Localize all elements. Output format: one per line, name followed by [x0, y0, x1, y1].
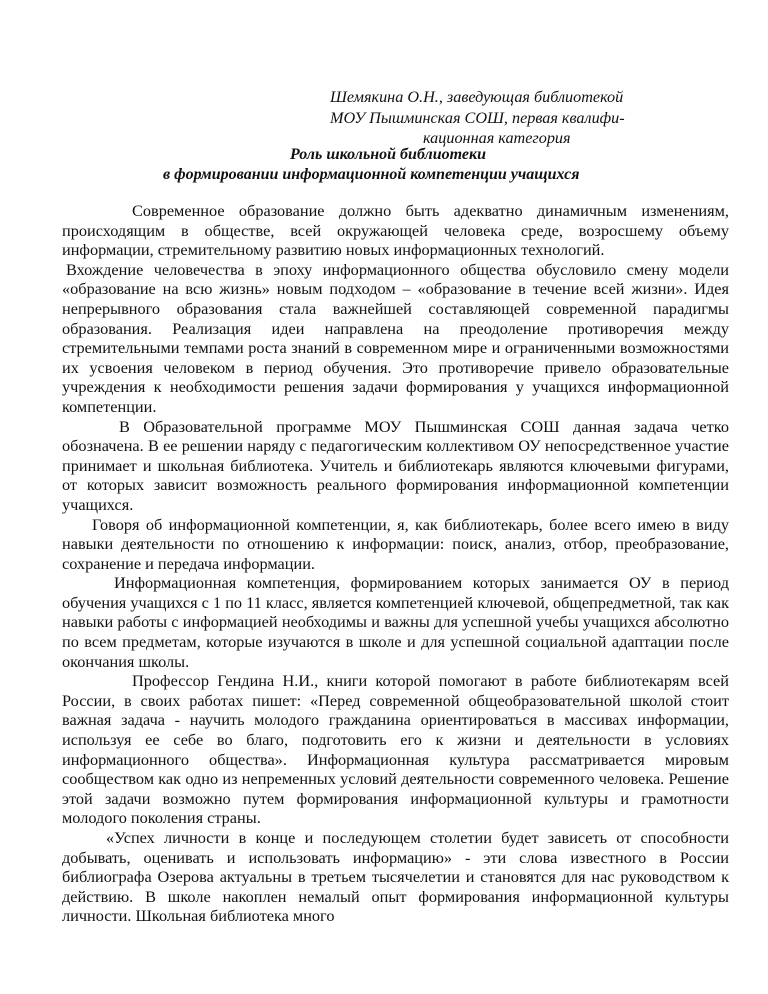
author-line-1: Шемякина О.Н., заведующая библиотекой — [330, 88, 624, 106]
title-line-2: в формировании информационной компетенции учащихся — [163, 166, 580, 183]
paragraph: Информационная компетенция, формированием которых занимается ОУ в период обучения учащихся с 1 по 11 класс, является компетенцией ключевой, общепредметной, так как навыки работы с информацией необходимы и важны для успешной учебы учащихся абсолютно по всем предметам, которые изучаются в школе и для успешной социальной адаптации после окончания школы. — [62, 573, 729, 671]
title-line-1: Роль школьной библиотеки — [290, 146, 486, 163]
paragraph: Современное образование должно быть адекватно динамичным изменениям, происходящим в обществе, всей окружающей человека среде, возросшему объему информации, стремительному развитию новых информационных технологий. — [62, 201, 729, 260]
author-line-2: МОУ Пышминская СОШ, первая квалифи- — [330, 108, 625, 127]
document-title — [0, 145, 768, 185]
author-line-3: кационная категория — [423, 129, 571, 147]
paragraph: Профессор Гендина Н.И., книги которой помогают в работе библиотекарям всей России, в своих работах пишет: «Перед современной общеобразовательной школой стоит важная задача - научить молодого гражданина ориентироваться в массивах информации, используя ее себе во благо, подготовить его к жизни и деятельности в условиях информационного общества». Информационная культура рассматривается мировым сообществом как одно из непременных условий деятельности современного человека. Решение этой задачи возможно путем формирования информационной культуры и грамотности молодого поколения страны. — [62, 671, 729, 828]
paragraph: «Успех личности в конце и последующем столетии будет зависеть от способности добывать, оценивать и использовать информацию» - эти слова известного в России библиографа Озерова актуальны в третьем тысячелетии и становятся для нас руководством к действию. В школе накоплен немалый опыт формирования информационной культуры личности. Школьная библиотека много — [62, 828, 729, 926]
paragraph: Вхождение человечества в эпоху информационного общества обусловило смену модели «образование на всю жизнь» новым подходом – «образование в течение всей жизни». Идея непрерывного образования стала важнейшей составляющей современной парадигмы образования. Реализация идеи направлена на преодоление противоречия между стремительными темпами роста знаний в современном мире и ограниченными возможностями их усвоения человеком в период обучения. Это противоречие привело образовательные учреждения к необходимости решения задачи формирования у учащихся информационной компетенции. — [62, 259, 729, 416]
document-body — [62, 201, 729, 926]
author-block — [330, 87, 625, 149]
paragraph: В Образовательной программе МОУ Пышминская СОШ данная задача четко обозначена. В ее решении наряду с педагогическим коллективом ОУ непосредственное участие принимает и школьная библиотека. Учитель и библиотекарь являются ключевыми фигурами, от которых зависит возможность реального формирования информационной компетенции учащихся. — [62, 416, 729, 514]
paragraph: Говоря об информационной компетенции, я, как библиотекарь, более всего имею в виду навыки деятельности по отношению к информации: поиск, анализ, отбор, преобразование, сохранение и передача информации. — [62, 514, 729, 573]
